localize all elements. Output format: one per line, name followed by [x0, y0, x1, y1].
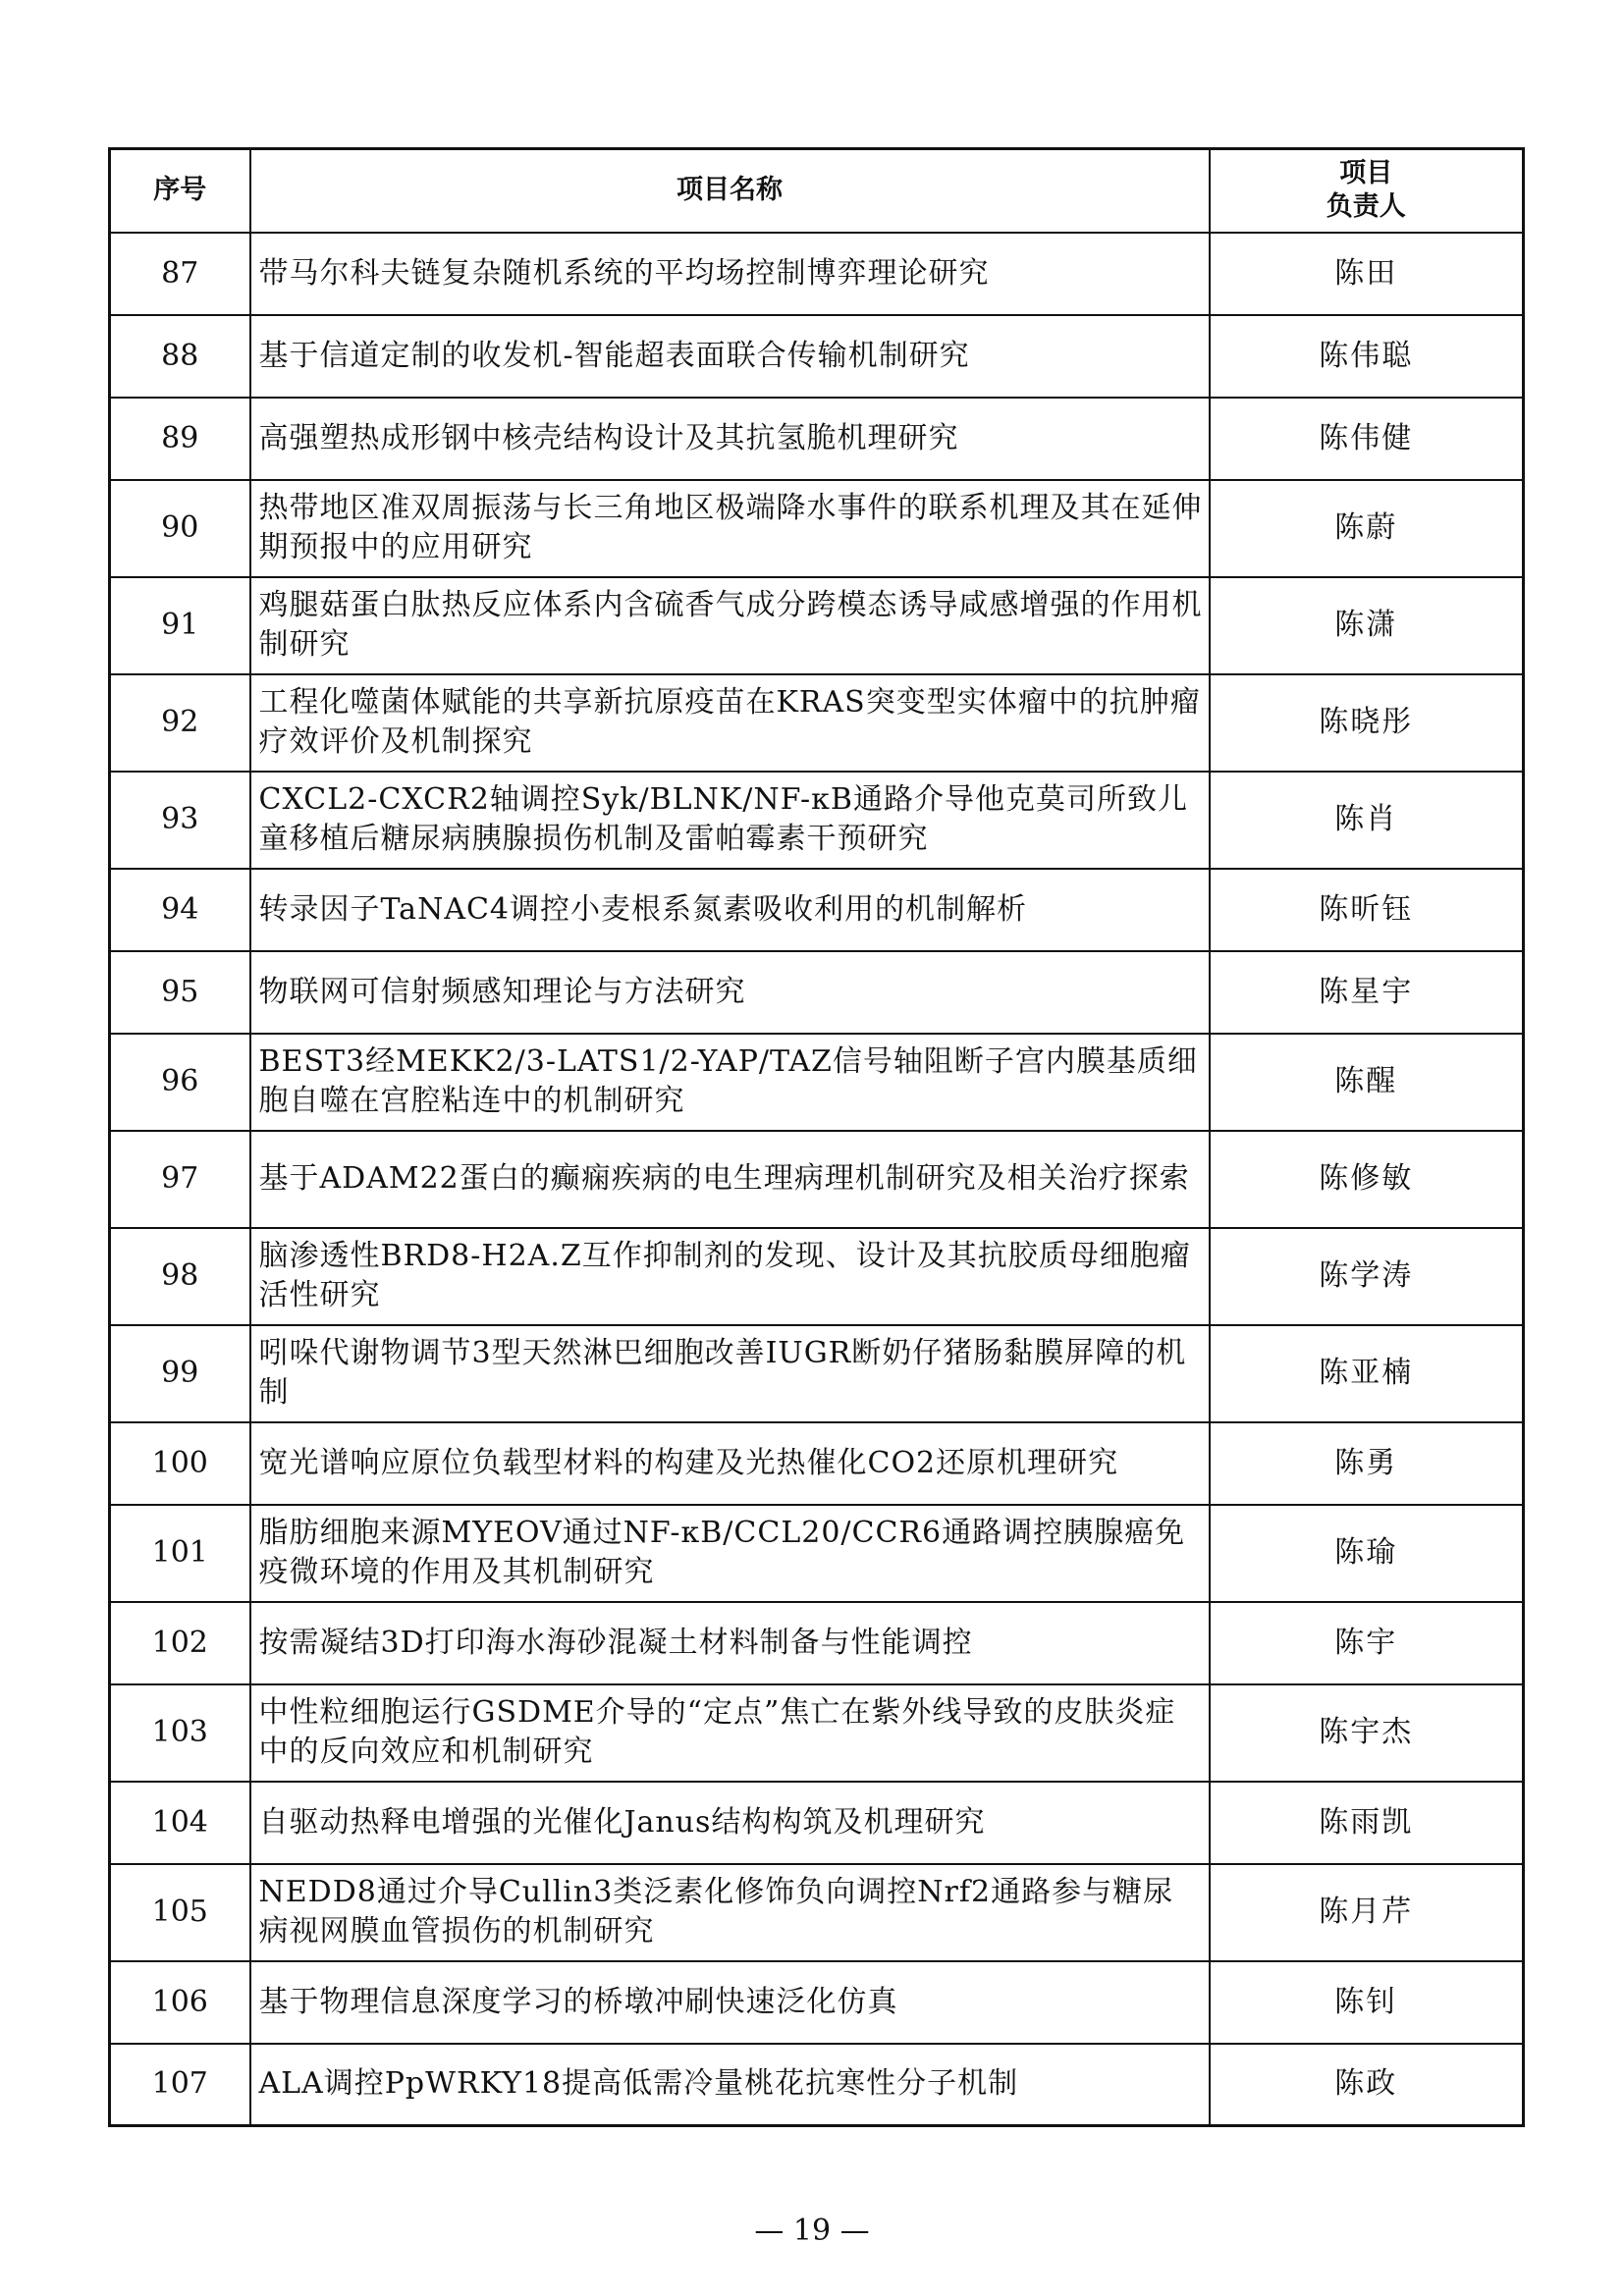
project-name-cell: 基于ADAM22蛋白的癫痫疾病的电生理病理机制研究及相关治疗探索	[250, 1131, 1210, 1228]
project-name-cell: 热带地区准双周振荡与长三角地区极端降水事件的联系机理及其在延伸期预报中的应用研究	[250, 480, 1210, 577]
serial-number-cell: 96	[110, 1034, 250, 1131]
project-lead-cell: 陈月芹	[1210, 1864, 1524, 1961]
serial-number-cell: 99	[110, 1325, 250, 1422]
table-row	[110, 1131, 1524, 1228]
header-serial-number: 序号	[110, 149, 250, 233]
serial-number-cell: 91	[110, 577, 250, 674]
table-row	[110, 480, 1524, 577]
page-number: — 19 —	[754, 2214, 870, 2248]
header-project-lead-line1: 项目	[1339, 158, 1393, 189]
project-name-cell: BEST3经MEKK2/3-LATS1/2-YAP/TAZ信号轴阻断子宫内膜基质细胞自噬在宫腔粘连中的机制研究	[250, 1034, 1210, 1131]
project-lead-cell: 陈潇	[1210, 577, 1524, 674]
project-name-cell: 脑渗透性BRD8-H2A.Z互作抑制剂的发现、设计及其抗胶质母细胞瘤活性研究	[250, 1228, 1210, 1325]
serial-number-cell: 90	[110, 480, 250, 577]
serial-number-cell: 92	[110, 674, 250, 772]
table-row	[110, 1228, 1524, 1325]
project-lead-cell: 陈雨凯	[1210, 1782, 1524, 1864]
serial-number-cell: 97	[110, 1131, 250, 1228]
project-name-cell: 高强塑热成形钢中核壳结构设计及其抗氢脆机理研究	[250, 398, 1210, 480]
project-lead-cell: 陈伟聪	[1210, 315, 1524, 398]
table-row	[110, 1864, 1524, 1961]
project-table	[108, 147, 1525, 2127]
table-row	[110, 951, 1524, 1034]
serial-number-cell: 94	[110, 869, 250, 951]
project-lead-cell: 陈勇	[1210, 1422, 1524, 1505]
table-row	[110, 1325, 1524, 1422]
table-row	[110, 1034, 1524, 1131]
project-name-cell: 自驱动热释电增强的光催化Janus结构构筑及机理研究	[250, 1782, 1210, 1864]
project-lead-cell: 陈肖	[1210, 772, 1524, 869]
project-lead-cell: 陈醒	[1210, 1034, 1524, 1131]
project-lead-cell: 陈亚楠	[1210, 1325, 1524, 1422]
table-row	[110, 315, 1524, 398]
serial-number-cell: 88	[110, 315, 250, 398]
table-header	[110, 149, 1524, 233]
project-lead-cell: 陈田	[1210, 233, 1524, 315]
serial-number-cell: 101	[110, 1505, 250, 1602]
project-name-cell: 宽光谱响应原位负载型材料的构建及光热催化CO2还原机理研究	[250, 1422, 1210, 1505]
project-lead-cell: 陈修敏	[1210, 1131, 1524, 1228]
table-row	[110, 1961, 1524, 2044]
project-name-cell: 工程化噬菌体赋能的共享新抗原疫苗在KRAS突变型实体瘤中的抗肿瘤疗效评价及机制探究	[250, 674, 1210, 772]
project-lead-cell: 陈伟健	[1210, 398, 1524, 480]
serial-number-cell: 93	[110, 772, 250, 869]
serial-number-cell: 104	[110, 1782, 250, 1864]
table-row	[110, 1505, 1524, 1602]
project-name-cell: 带马尔科夫链复杂随机系统的平均场控制博弈理论研究	[250, 233, 1210, 315]
table-row	[110, 1782, 1524, 1864]
table-row	[110, 577, 1524, 674]
serial-number-cell: 87	[110, 233, 250, 315]
project-lead-cell: 陈宇	[1210, 1602, 1524, 1684]
project-lead-cell: 陈钊	[1210, 1961, 1524, 2044]
project-lead-cell: 陈宇杰	[1210, 1684, 1524, 1782]
project-name-cell: ALA调控PpWRKY18提高低需冷量桃花抗寒性分子机制	[250, 2044, 1210, 2126]
project-lead-cell: 陈瑜	[1210, 1505, 1524, 1602]
project-name-cell: 鸡腿菇蛋白肽热反应体系内含硫香气成分跨模态诱导咸感增强的作用机制研究	[250, 577, 1210, 674]
project-lead-cell: 陈政	[1210, 2044, 1524, 2126]
project-name-cell: 吲哚代谢物调节3型天然淋巴细胞改善IUGR断奶仔猪肠黏膜屏障的机制	[250, 1325, 1210, 1422]
table-row	[110, 398, 1524, 480]
table-row	[110, 869, 1524, 951]
project-lead-cell: 陈学涛	[1210, 1228, 1524, 1325]
table-row	[110, 1684, 1524, 1782]
header-project-name: 项目名称	[250, 149, 1210, 233]
project-name-cell: 按需凝结3D打印海水海砂混凝土材料制备与性能调控	[250, 1602, 1210, 1684]
project-name-cell: 脂肪细胞来源MYEOV通过NF-κB/CCL20/CCR6通路调控胰腺癌免疫微环境的作用及其机制研究	[250, 1505, 1210, 1602]
serial-number-cell: 106	[110, 1961, 250, 2044]
header-row	[110, 149, 1524, 233]
serial-number-cell: 105	[110, 1864, 250, 1961]
table-row	[110, 2044, 1524, 2126]
serial-number-cell: 98	[110, 1228, 250, 1325]
table-body	[110, 233, 1524, 2126]
table-row	[110, 233, 1524, 315]
project-name-cell: NEDD8通过介导Cullin3类泛素化修饰负向调控Nrf2通路参与糖尿病视网膜血管损伤的机制研究	[250, 1864, 1210, 1961]
serial-number-cell: 95	[110, 951, 250, 1034]
project-lead-cell: 陈昕钰	[1210, 869, 1524, 951]
project-name-cell: 基于信道定制的收发机-智能超表面联合传输机制研究	[250, 315, 1210, 398]
project-name-cell: 物联网可信射频感知理论与方法研究	[250, 951, 1210, 1034]
project-name-cell: 中性粒细胞运行GSDME介导的“定点”焦亡在紫外线导致的皮肤炎症中的反向效应和机制研究	[250, 1684, 1210, 1782]
table-row	[110, 1422, 1524, 1505]
project-lead-cell: 陈蔚	[1210, 480, 1524, 577]
project-name-cell: 转录因子TaNAC4调控小麦根系氮素吸收利用的机制解析	[250, 869, 1210, 951]
table-row	[110, 772, 1524, 869]
header-project-lead-line2: 负责人	[1326, 191, 1406, 223]
project-name-cell: 基于物理信息深度学习的桥墩冲刷快速泛化仿真	[250, 1961, 1210, 2044]
serial-number-cell: 100	[110, 1422, 250, 1505]
serial-number-cell: 102	[110, 1602, 250, 1684]
project-lead-cell: 陈晓彤	[1210, 674, 1524, 772]
table-row	[110, 1602, 1524, 1684]
serial-number-cell: 89	[110, 398, 250, 480]
header-project-lead	[1210, 149, 1524, 233]
project-lead-cell: 陈星宇	[1210, 951, 1524, 1034]
serial-number-cell: 103	[110, 1684, 250, 1782]
table-row	[110, 674, 1524, 772]
serial-number-cell: 107	[110, 2044, 250, 2126]
project-name-cell: CXCL2-CXCR2轴调控Syk/BLNK/NF-κB通路介导他克莫司所致儿童移植后糖尿病胰腺损伤机制及雷帕霉素干预研究	[250, 772, 1210, 869]
